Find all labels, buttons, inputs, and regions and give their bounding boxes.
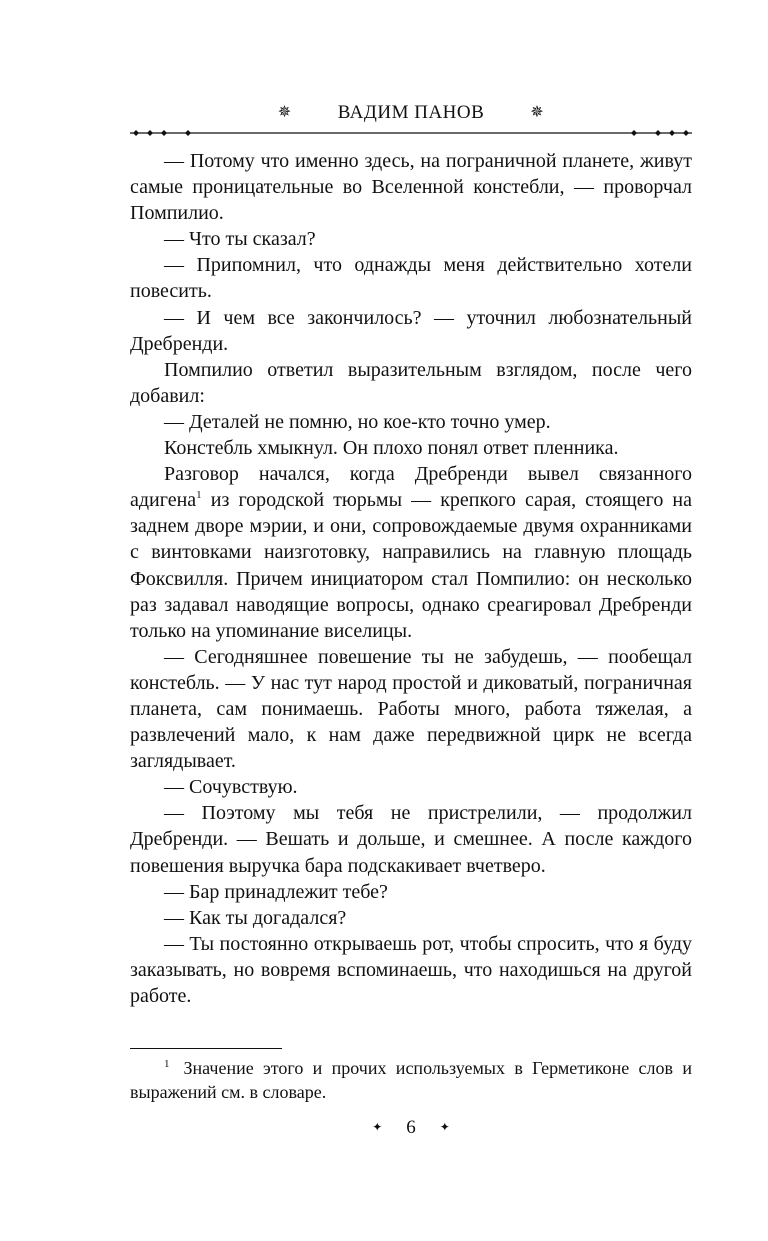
paragraph: — Бар принадлежит тебе? xyxy=(164,880,388,903)
paragraph: — Ты постоянно открываешь рот, чтобы спросить, что я буду заказывать, но вовремя вспоминаешь, что находишься на другой работе. xyxy=(130,932,692,1007)
paragraph: — Деталей не помню, но кое-кто точно умер. xyxy=(164,410,551,433)
footnote-reference: 1 xyxy=(196,489,202,502)
body-text xyxy=(130,148,692,1009)
ornamental-rule-icon xyxy=(130,129,692,137)
paragraph: — И чем все закончилось? — уточнил любознательный Дребренди. xyxy=(130,306,692,355)
paragraph: Помпилио ответил выразительным взглядом, после чего добавил: xyxy=(130,358,692,407)
footnote-text: Значение этого и прочих используемых в Герметиконе слов и выражений см. в словаре. xyxy=(130,1058,692,1102)
footnote-mark: 1 xyxy=(164,1058,170,1070)
author-name: ВАДИМ ПАНОВ xyxy=(337,102,485,123)
diamond-ornament-icon: ✦ xyxy=(372,1120,383,1134)
page-number-block xyxy=(130,1114,692,1141)
paragraph: — Сочувствую. xyxy=(164,776,298,799)
paragraph: — Припомнил, что однажды меня действительно хотели повесить. xyxy=(130,254,692,303)
paragraph-with-footnote xyxy=(130,461,692,644)
footnote-rule xyxy=(130,1048,282,1049)
paragraph: — Сегодняшнее повешение ты не забудешь, — пообещал констебль. — У нас тут народ простой и диковатый, пограничная планета, сам понимаешь. Работы много, работа тяжелая, а развлечений мало, к нам даже передвижной цирк не всегда заглядывает. xyxy=(130,645,692,773)
page-number: 6 xyxy=(406,1117,416,1138)
star-ornament-icon: ✵ xyxy=(277,104,292,121)
paragraph: — Как ты догадался? xyxy=(164,906,347,929)
paragraph: — Поэтому мы тебя не пристрелили, — продолжил Дребренди. — Вешать и дольше, и смешнее. А после каждого повешения выручка бара подскакивает вчетверо. xyxy=(130,802,692,877)
paragraph: Констебль хмыкнул. Он плохо понял ответ пленника. xyxy=(164,437,619,460)
diamond-ornament-icon: ✦ xyxy=(439,1120,450,1134)
footnote xyxy=(130,1056,692,1104)
running-header xyxy=(130,100,692,126)
paragraph-text: из городской тюрьмы — крепкого сарая, стоящего на заднем дворе мэрии, и они, сопровождаемые двумя охранниками с винтовками наизготовку, направились на главную площадь Фоксвилля. Причем инициатором стал Помпилио: он несколько раз задавал наводящие вопросы, однако среагировал Дребренди только на упоминание виселицы. xyxy=(130,489,692,642)
paragraph: — Потому что именно здесь, на пограничной планете, живут самые проницательные во Вселенной констебли, — проворчал Помпилио. xyxy=(130,150,692,225)
star-ornament-icon: ✵ xyxy=(530,104,545,121)
header-rule xyxy=(130,132,692,134)
paragraph-text: Разговор начался, когда Дребренди вывел связанного адигена xyxy=(130,463,692,512)
paragraph: — Что ты сказал? xyxy=(164,228,316,251)
